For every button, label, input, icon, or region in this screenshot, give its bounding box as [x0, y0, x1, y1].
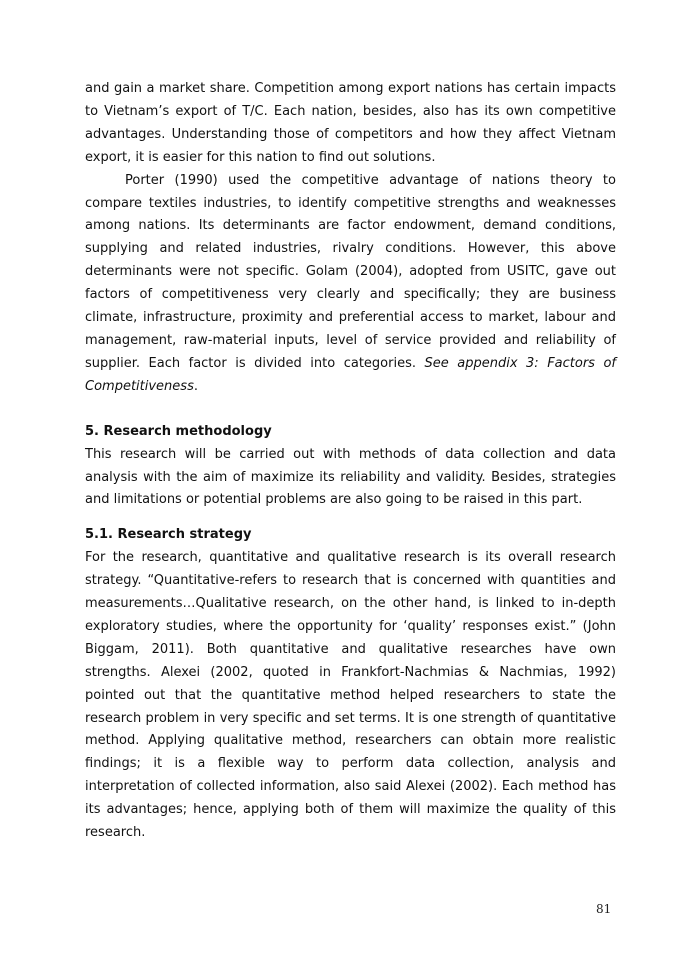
section-heading-research-methodology: 5. Research methodology: [85, 423, 272, 439]
spacer: [85, 399, 616, 421]
section-heading-research-strategy: 5.1. Research strategy: [85, 527, 252, 543]
paragraph-intro: and gain a market share. Competition among export nations has certain impacts to Vietnam’s export of T/C. Each nation, besides, also has its own competitive advantages. Understanding those of competitors and how they affect Vietnam export, it is easier for this nation to find out solutions.: [85, 81, 616, 165]
paragraph-research-strategy: For the research, quantitative and qualitative research is its overall research strategy. “Quantitative-refers to research that is concerned with quantities and measurements…Qualitative research, on the other hand, is linked to in-depth exploratory studies, where the opportunity for ‘quality’ responses exist.” (John Biggam, 2011). Both quantitative and qualitative researches have own strengths. Alexei (2002, quoted in Frankfort-Nachmias & Nachmias, 1992) pointed out that the quantitative method helped researchers to state the research problem in very specific and set terms. It is one strength of quantitative method. Applying qualitative method, researchers can obtain more realistic findings; it is a flexible way to perform data collection, analysis and interpretation of collected information, also said Alexei (2002). Each method has its advantages; hence, applying both of them will maximize the quality of this research.: [85, 550, 616, 841]
spacer: [85, 512, 616, 524]
paragraph-porter: [85, 170, 616, 399]
paragraph-porter-text: Porter (1990) used the competitive advantage of nations theory to compare textiles industries, to identify competitive strengths and weaknesses among nations. Its determinants are factor endowment, demand conditions, supplying and related industries, rivalry conditions. However, this above determinants were not specific. Golam (2004), adopted from USITC, gave out factors of competitiveness very clearly and specifically; they are business climate, infrastructure, proximity and preferential access to market, labour and management, raw-material inputs, level of service provided and reliability of supplier. Each factor is divided into categories.: [85, 172, 616, 371]
appendix-reference: See appendix 3: Factors of Competitiveness: [85, 355, 616, 394]
paragraph-research-methodology: This research will be carried out with methods of data collection and data analysis with the aim of maximize its reliability and validity. Besides, strategies and limitations or potential problems are also going to be raised in this part.: [85, 446, 616, 508]
paragraph-porter-end: .: [193, 378, 198, 394]
page-number: 81: [596, 902, 612, 916]
document-page: [85, 78, 616, 845]
